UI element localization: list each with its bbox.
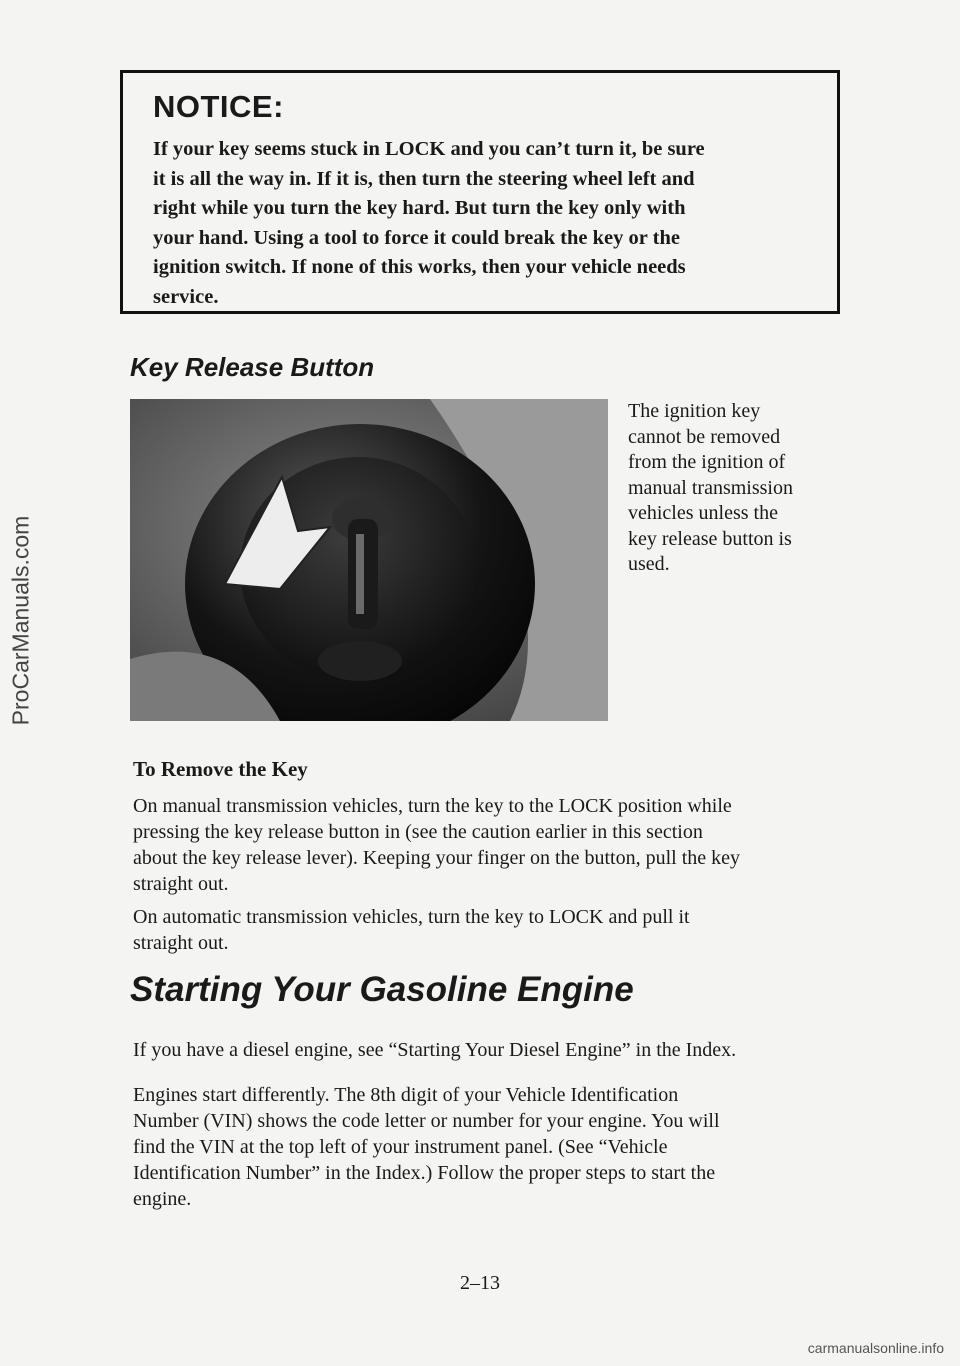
- paragraph-line: On manual transmission vehicles, turn the key to the LOCK position while: [133, 795, 732, 817]
- notice-line: service.: [153, 285, 219, 308]
- remove-key-paragraph-1: [133, 793, 843, 897]
- remove-key-paragraph-2: [133, 904, 843, 956]
- notice-line: ignition switch. If none of this works, then your vehicle needs: [153, 256, 686, 278]
- ignition-key-photo: [130, 399, 608, 721]
- paragraph-line: find the VIN at the top left of your instrument panel. (See “Vehicle: [133, 1136, 668, 1158]
- notice-line: right while you turn the key hard. But turn the key only with: [153, 197, 686, 219]
- key-release-description: [628, 399, 848, 578]
- description-line: from the ignition of: [628, 451, 786, 473]
- notice-line: your hand. Using a tool to force it could break the key or the: [153, 226, 680, 249]
- starting-engine-heading: Starting Your Gasoline Engine: [130, 970, 634, 1009]
- side-watermark: [6, 360, 36, 880]
- description-line: The ignition key: [628, 400, 761, 422]
- description-line: manual transmission: [628, 476, 793, 499]
- remove-key-heading: To Remove the Key: [133, 757, 308, 781]
- paragraph-line: On automatic transmission vehicles, turn the key to LOCK and pull it: [133, 906, 690, 928]
- starting-paragraph-2: [133, 1082, 843, 1212]
- description-line: vehicles unless the: [628, 502, 778, 524]
- paragraph-line: Identification Number” in the Index.) Follow the proper steps to start the: [133, 1162, 716, 1184]
- notice-body: [153, 135, 817, 312]
- notice-box: [120, 70, 840, 314]
- notice-line: it is all the way in. If it is, then turn the steering wheel left and: [153, 167, 695, 190]
- footer-watermark: carmanualsonline.info: [807, 1340, 944, 1356]
- paragraph-line: pressing the key release button in (see the caution earlier in this section: [133, 821, 703, 843]
- ignition-photo-illustration: [130, 399, 608, 721]
- paragraph-line: Engines start differently. The 8th digit of your Vehicle Identification: [133, 1084, 679, 1106]
- paragraph-line: Number (VIN) shows the code letter or number for your engine. You will: [133, 1110, 720, 1132]
- paragraph-line: about the key release lever). Keeping your finger on the button, pull the key: [133, 847, 741, 869]
- paragraph-line: straight out.: [133, 873, 229, 895]
- key-release-heading: Key Release Button: [130, 352, 375, 382]
- description-line: key release button is: [628, 527, 792, 550]
- side-watermark-text: ProCarManuals.com: [7, 515, 34, 725]
- paragraph-line: engine.: [133, 1188, 192, 1210]
- starting-paragraph-1: [133, 1037, 843, 1063]
- description-line: used.: [628, 553, 670, 575]
- page-number: 2–13: [460, 1272, 500, 1294]
- notice-line: If your key seems stuck in LOCK and you can’t turn it, be sure: [153, 138, 705, 160]
- notice-title: NOTICE:: [153, 89, 284, 124]
- description-line: cannot be removed: [628, 425, 781, 448]
- paragraph-line: straight out.: [133, 932, 229, 954]
- paragraph-line: If you have a diesel engine, see “Starting Your Diesel Engine” in the Index.: [133, 1039, 737, 1061]
